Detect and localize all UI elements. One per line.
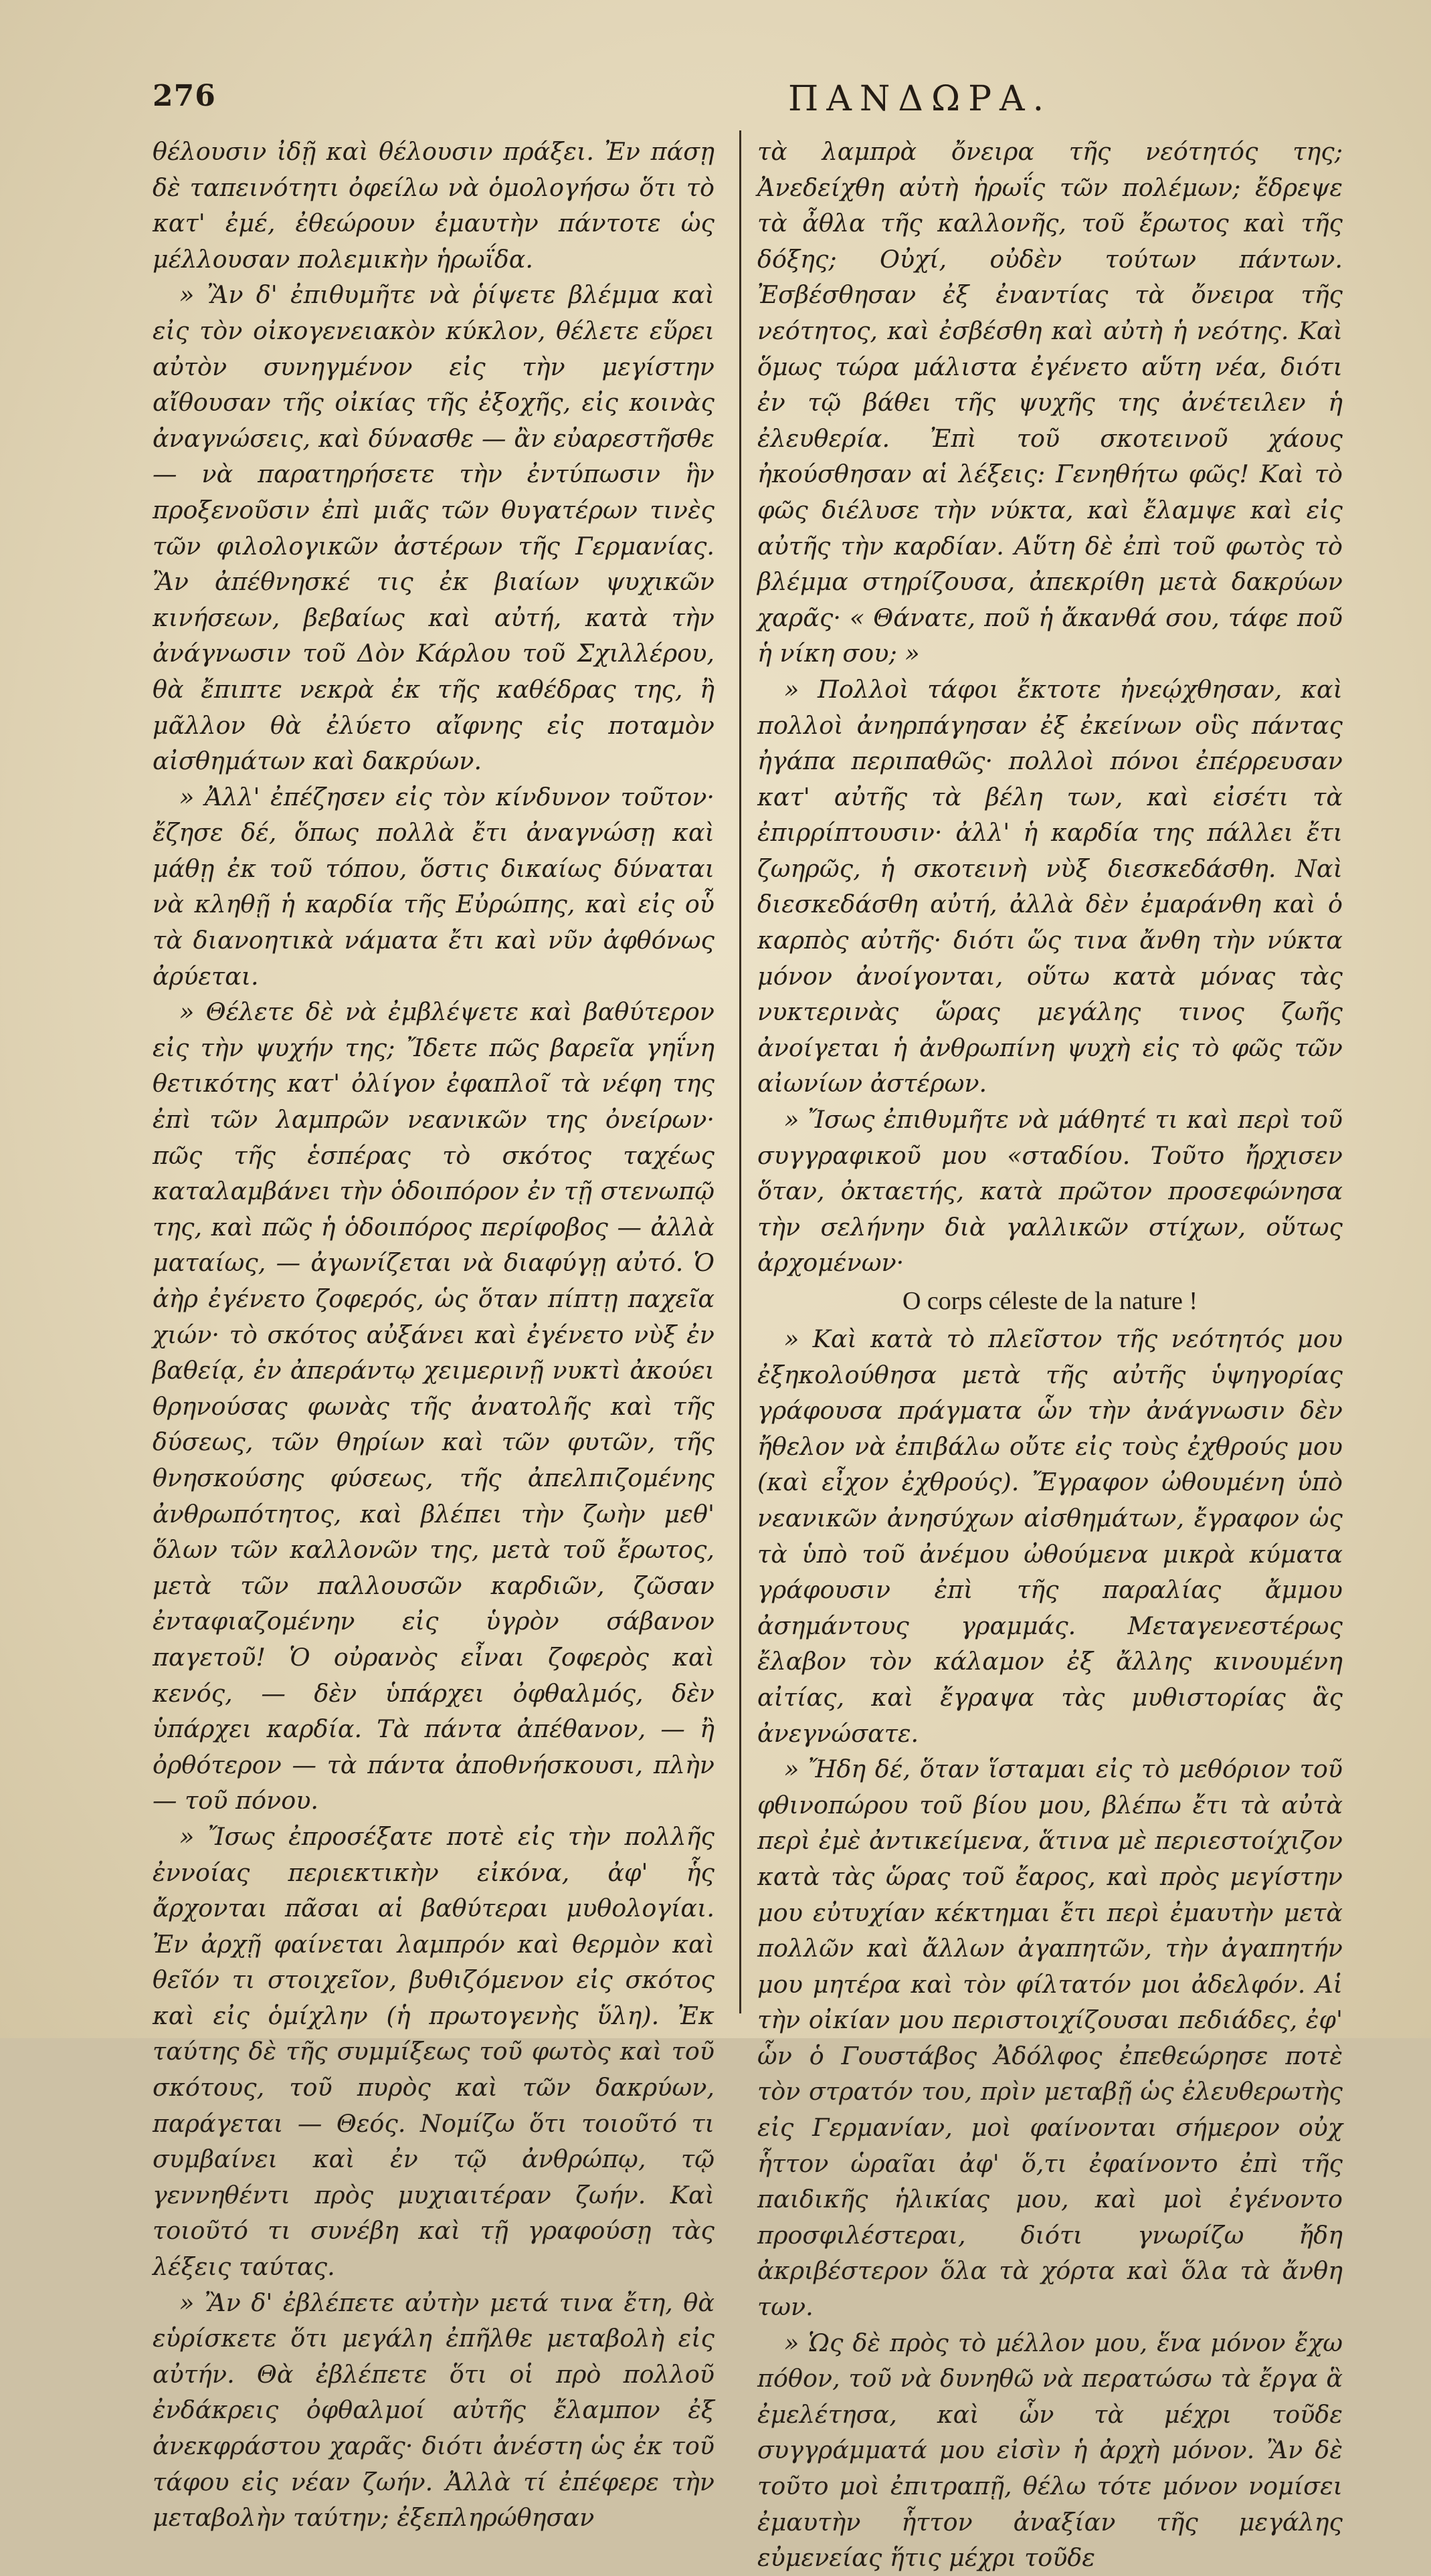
paragraph: » Ὡς δὲ πρὸς τὸ μέλλον μου, ἕνα μόνον ἔχω πόθον, τοῦ νὰ δυνηθῶ νὰ περατώσω τὰ ἔργα ἃ ἐμελέτησα, καὶ ὧν τὰ μέχρι τοῦδε συγγράμματά μου εἰσὶν ἡ ἀρχὴ μόνον. Ἂν δὲ τοῦτο μοὶ ἐπιτραπῇ, θέλω τότε μόνον νομίσει ἐμαυτὴν ἧττον ἀναξίαν τῆς μεγάλης εὐμενείας ἥτις μέχρι τοῦδε [757,2328,1343,2573]
paragraph: » Ἴσως ἐπιθυμῆτε νὰ μάθητέ τι καὶ περὶ τοῦ συγγραφικοῦ μου «σταδίου. Τοῦτο ἤρχισεν ὅταν, ὀκταετής, κατὰ πρῶτον προσεφώνησα τὴν σελήνην διὰ γαλλικῶν στίχων, οὕτως ἀρχομένων· [757,1105,1343,1278]
page-header [153,79,1363,126]
paragraph: » Θέλετε δὲ νὰ ἐμβλέψετε καὶ βαθύτερον εἰς τὴν ψυχήν της; Ἴδετε πῶς βαρεῖα γηΐνη θετικότης κατ' ὀλίγον ἐφαπλοῖ τὰ νέφη της ἐπὶ τῶν λαμπρῶν νεανικῶν της ὀνείρων· πῶς τῆς ἑσπέρας τὸ σκότος ταχέως καταλαμβάνει τὴν ὁδοιπόρον ἐν τῇ στενωπῷ της, καὶ πῶς ἡ ὁδοιπόρος περίφοβος — ἀλλὰ ματαίως, — ἀγωνίζεται νὰ διαφύγῃ αὐτό. Ὁ ἀὴρ ἐγένετο ζοφερός, ὡς ὅταν πίπτῃ παχεῖα χιών· τὸ σκότος αὐξάνει καὶ ἐγένετο νὺξ ἐν βαθείᾳ, ἐν ἀπεράντῳ χειμερινῇ νυκτὶ ἀκούει θρηνούσας φωνὰς τῆς ἀνατολῆς καὶ τῆς δύσεως, τῶν θηρίων καὶ τῶν φυτῶν, τῆς θνησκούσης φύσεως, τῆς ἀπελπιζομένης ἀνθρωπότητος, καὶ βλέπει τὴν ζωὴν μεθ' ὅλων τῶν καλλονῶν της, μετὰ τοῦ ἔρωτος, μετὰ τῶν παλλουσῶν καρδιῶν, ζῶσαν ἐνταφιαζομένην εἰς ὑγρὸν σάβανον παγετοῦ! Ὁ οὐρανὸς εἶναι ζοφερὸς καὶ κενός, — δὲν ὑπάρχει ὀφθαλμός, δὲν ὑπάρχει καρδία. Τὰ πάντα ἀπέθανον, — ἢ ὀρθότερον — τὰ πάντα ἀποθνήσκουσι, πλὴν — τοῦ πόνου. [153,997,714,1815]
column-divider [739,130,741,2013]
left-column [153,134,714,2536]
paragraph: » Ἀλλ' ἐπέζησεν εἰς τὸν κίνδυνον τοῦτον· ἔζησε δέ, ὅπως πολλὰ ἔτι ἀναγνώσῃ καὶ μάθῃ ἐκ τοῦ τόπου, ὅστις δικαίως δύναται νὰ κληθῇ ἡ καρδία τῆς Εὐρώπης, καὶ εἰς οὗ τὰ διανοητικὰ νάματα ἔτι καὶ νῦν ἀφθόνως ἀρύεται. [153,782,714,991]
paragraph: » Καὶ κατὰ τὸ πλεῖστον τῆς νεότητός μου ἐξηκολούθησα μετὰ τῆς αὐτῆς ὑψηγορίας γράφουσα πράγματα ὧν τὴν ἀνάγνωσιν δὲν ἤθελον νὰ ἐπιβάλω οὔτε εἰς τοὺς ἐχθρούς μου (καὶ εἶχον ἐχθρούς). Ἔγραφον ὠθουμένη ὑπὸ νεανικῶν ἀνησύχων αἰσθημάτων, ἔγραφον ὡς τὰ ὑπὸ τοῦ ἀνέμου ὠθούμενα μικρὰ κύματα γράφουσιν ἐπὶ τῆς παραλίας ἄμμου ἀσημάντους γραμμάς. Μεταγενεστέρως ἔλαβον τὸν κάλαμον ἐξ ἄλλης κινουμένη αἰτίας, καὶ ἔγραψα τὰς μυθιστορίας ἃς ἀνεγνώσατε. [757,1324,1343,1748]
paragraph: » Ἴσως ἐπροσέξατε ποτὲ εἰς τὴν πολλῆς ἐννοίας περιεκτικὴν εἰκόνα, ἀφ' ἧς ἄρχονται πᾶσαι αἱ βαθύτεραι μυθολογίαι. Ἐν ἀρχῇ φαίνεται λαμπρόν καὶ θερμὸν καὶ θεῖόν τι στοιχεῖον, βυθιζόμενον εἰς σκότος καὶ εἰς ὁμίχλην (ἡ πρωτογενὴς ὕλη). Ἐκ ταύτης δὲ τῆς συμμίξεως τοῦ φωτὸς καὶ τοῦ σκότους, τοῦ πυρὸς καὶ τῶν δακρύων, παράγεται — Θεός. Νομίζω ὅτι τοιοῦτό τι συμβαίνει καὶ ἐν τῷ ἀνθρώπῳ, τῷ γεννηθέντι πρὸς μυχιαιτέραν ζωήν. Καὶ τοιοῦτό τι συνέβη καὶ τῇ γραφούσῃ τὰς λέξεις ταύτας. [153,1821,714,2282]
paragraph: » Ἂν δ' ἐβλέπετε αὐτὴν μετά τινα ἔτη, θὰ εὑρίσκετε ὅτι μεγάλη ἐπῆλθε μεταβολὴ εἰς αὐτήν. Θὰ ἐβλέπετε ὅτι οἱ πρὸ πολλοῦ ἐνδάκρεις ὀφθαλμοί αὐτῆς ἔλαμπον ἐξ ἀνεκφράστου χαρᾶς· διότι ἀνέστη ὡς ἐκ τοῦ τάφου εἰς νέαν ζωήν. Ἀλλὰ τί ἐπέφερε τὴν μεταβολὴν ταύτην; ἐξεπληρώθησαν [153,2288,714,2533]
right-column [757,134,1343,2576]
paragraph: » Ἤδη δέ, ὅταν ἵσταμαι εἰς τὸ μεθόριον τοῦ φθινοπώρου τοῦ βίου μου, βλέπω ἔτι τὰ αὐτὰ περὶ ἐμὲ ἀντικείμενα, ἅτινα μὲ περιεστοίχιζον κατὰ τὰς ὥρας τοῦ ἔαρος, καὶ πρὸς μεγίστην μου εὐτυχίαν κέκτημαι ἔτι περὶ ἐμαυτὴν μετὰ πολλῶν καὶ ἄλλων ἀγαπητῶν, τὴν ἀγαπητήν μου μητέρα καὶ τὸν φίλτατόν μοι ἀδελφόν. Αἱ τὴν οἰκίαν μου περιστοιχίζουσαι πεδιάδες, ἐφ' ὧν ὁ Γουστάβος Ἀδόλφος ἐπεθεώρησε ποτὲ τὸν στρατόν του, πρὶν μεταβῇ ὡς ἐλευθερωτὴς εἰς Γερμανίαν, μοὶ φαίνονται σήμερον οὐχ ἧττον ὡραῖαι ἀφ' ὅ,τι ἐφαίνοντο ἐπὶ τῆς παιδικῆς ἡλικίας μου, καὶ μοὶ ἐγένοντο προσφιλέστεραι, διότι γνωρίζω ἤδη ἀκριβέστερον ὅλα τὰ χόρτα καὶ ὅλα τὰ ἄνθη των. [757,1755,1343,2322]
paragraph: τὰ λαμπρὰ ὄνειρα τῆς νεότητός της; Ἀνεδείχθη αὐτὴ ἡρωΐς τῶν πολέμων; ἔδρεψε τὰ ἆθλα τῆς καλλονῆς, τοῦ ἔρωτος καὶ τῆς δόξης; Οὐχί, οὐδὲν τούτων πάντων. Ἐσβέσθησαν ἐξ ἐναντίας τὰ ὄνειρα τῆς νεότητος, καὶ ἐσβέσθη καὶ αὐτὴ ἡ νεότης. Καὶ ὅμως τώρα μάλιστα ἐγένετο αὕτη νέα, διότι ἐν τῷ βάθει τῆς ψυχῆς της ἀνέτειλεν ἡ ἐλευθερία. Ἐπὶ τοῦ σκοτεινοῦ χάους ἠκούσθησαν αἱ λέξεις: Γενηθήτω φῶς! Καὶ τὸ φῶς διέλυσε τὴν νύκτα, καὶ ἔλαμψε καὶ εἰς αὐτῆς τὴν καρδίαν. Αὕτη δὲ ἐπὶ τοῦ φωτὸς τὸ βλέμμα στηρίζουσα, ἀπεκρίθη μετὰ δακρύων χαρᾶς· « Θάνατε, ποῦ ἡ ἄκανθά σου, τάφε ποῦ ἡ νίκη σου; » [757,137,1343,668]
page-number: 276 [153,79,216,113]
paragraph: » Ἂν δ' ἐπιθυμῆτε νὰ ῥίψετε βλέμμα καὶ εἰς τὸν οἰκογενειακὸν κύκλον, θέλετε εὕρει αὐτὸν συνηγμένον εἰς τὴν μεγίστην αἴθουσαν τῆς οἰκίας τῆς ἐξοχῆς, εἰς κοινὰς ἀναγνώσεις, καὶ δύνασθε — ἂν εὐαρεστῆσθε — νὰ παρατηρήσετε τὴν ἐντύπωσιν ἣν προξενοῦσιν ἐπὶ μιᾶς τῶν θυγατέρων τινὲς τῶν φιλολογικῶν ἀστέρων τῆς Γερμανίας. Ἂν ἀπέθνησκέ τις ἐκ βιαίων ψυχικῶν κινήσεων, βεβαίως καὶ αὐτή, κατὰ τὴν ἀνάγνωσιν τοῦ Δὸν Κάρλου τοῦ Σχιλλέρου, θὰ ἔπιπτε νεκρὰ ἐκ τῆς καθέδρας της, ἢ μᾶλλον θὰ ἐλύετο αἴφνης εἰς ποταμὸν αἰσθημάτων καὶ δακρύων. [153,280,714,776]
paragraph: » Πολλοὶ τάφοι ἔκτοτε ἠνεῴχθησαν, καὶ πολλοὶ ἀνηρπάγησαν ἐξ ἐκείνων οὓς πάντας ἠγάπα περιπαθῶς· πολλοὶ πόνοι ἐπέρρευσαν κατ' αὐτῆς τὰ βέλη των, καὶ εἰσέτι τὰ ἐπιρρίπτουσιν· ἀλλ' ἡ καρδία της πάλλει ἔτι ζωηρῶς, ἡ σκοτεινὴ νὺξ διεσκεδάσθη. Ναὶ διεσκεδάσθη αὐτή, ἀλλὰ δὲν ἐμαράνθη καὶ ὁ καρπὸς αὐτῆς· διότι ὥς τινα ἄνθη τὴν νύκτα μόνον ἀνοίγονται, οὕτω κατὰ μόνας τὰς νυκτερινὰς ὥρας μεγάλης τινος ζωῆς ἀνοίγεται ἡ ἀνθρωπίνη ψυχὴ εἰς τὸ φῶς τῶν αἰωνίων ἀστέρων. [757,674,1343,1098]
french-verse-quote: O corps céleste de la nature ! [902,1287,1198,1315]
paragraph: θέλουσιν ἰδῇ καὶ θέλουσιν πράξει. Ἐν πάσῃ δὲ ταπεινότητι ὀφείλω νὰ ὁμολογήσω ὅτι τὸ κατ' ἐμέ, ἐθεώρουν ἐμαυτὴν πάντοτε ὡς μέλλουσαν πολεμικὴν ἡρωΐδα. [153,137,714,274]
running-title: ΠΑΝΔΩΡΑ. [788,79,1052,119]
